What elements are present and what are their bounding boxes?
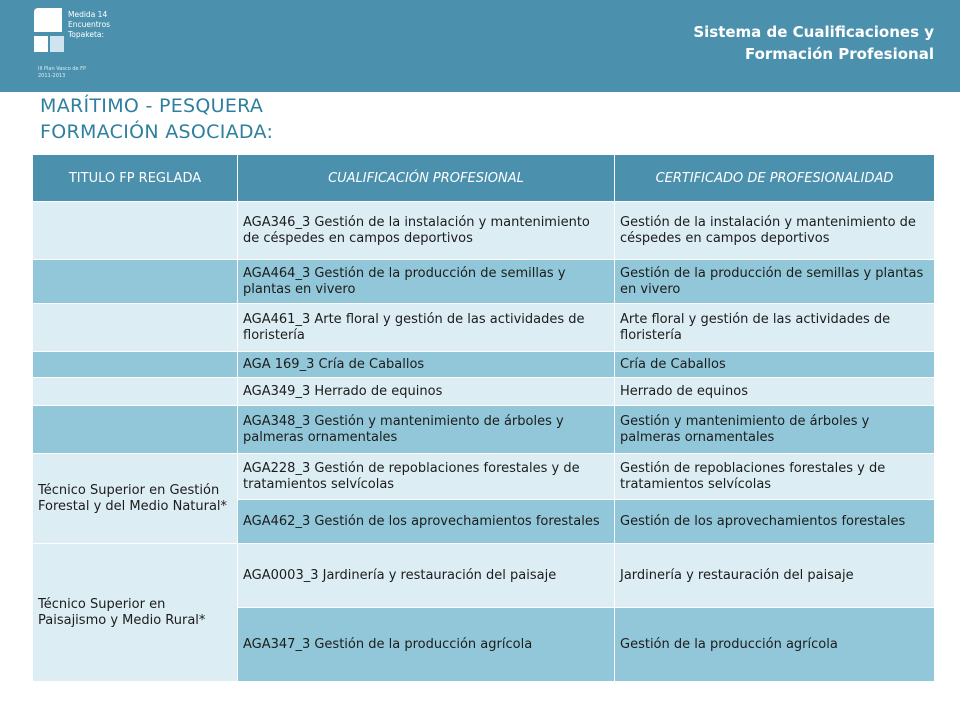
cell-titulo — [33, 202, 238, 260]
cell-certificado: Jardinería y restauración del paisaje — [615, 544, 935, 608]
logo-line: Topaketa: — [68, 30, 105, 39]
cell-cualificacion: AGA346_3 Gestión de la instalación y mantenimiento de céspedes en campos deportivos — [238, 202, 615, 260]
cell-cualificacion: AGA347_3 Gestión de la producción agrícola — [238, 608, 615, 682]
logo-text — [68, 10, 110, 40]
table-row — [33, 544, 935, 608]
logo-small-line: 2011-2013 — [38, 73, 66, 79]
cell-certificado: Gestión de la producción de semillas y plantas en vivero — [615, 260, 935, 304]
header-cualificacion: CUALIFICACIÓN PROFESIONAL — [238, 155, 615, 202]
table-row — [33, 406, 935, 454]
cell-cualificacion: AGA348_3 Gestión y mantenimiento de árboles y palmeras ornamentales — [238, 406, 615, 454]
cell-cualificacion: AGA461_3 Arte floral y gestión de las actividades de floristería — [238, 304, 615, 352]
cell-certificado: Cría de Caballos — [615, 352, 935, 378]
cell-titulo: Técnico Superior en Paisajismo y Medio Rural* — [33, 544, 238, 682]
system-title-line1: Sistema de Cualificaciones y — [693, 23, 934, 41]
cell-titulo — [33, 406, 238, 454]
cell-cualificacion: AGA349_3 Herrado de equinos — [238, 378, 615, 406]
table-row — [33, 260, 935, 304]
cell-cualificacion: AGA 169_3 Cría de Caballos — [238, 352, 615, 378]
logo-line: Encuentros — [68, 20, 111, 29]
table-row — [33, 352, 935, 378]
logo-line: Medida 14 — [68, 10, 108, 19]
cell-cualificacion: AGA464_3 Gestión de la producción de semillas y plantas en vivero — [238, 260, 615, 304]
table-header-row — [33, 155, 935, 202]
header-certificado: CERTIFICADO DE PROFESIONALIDAD — [615, 155, 935, 202]
training-table — [32, 154, 935, 682]
logo-icon — [34, 8, 64, 60]
table-row — [33, 202, 935, 260]
table-row — [33, 304, 935, 352]
cell-certificado: Gestión y mantenimiento de árboles y palmeras ornamentales — [615, 406, 935, 454]
cell-titulo — [33, 378, 238, 406]
cell-certificado: Gestión de los aprovechamientos forestales — [615, 500, 935, 544]
cell-titulo — [33, 304, 238, 352]
cell-cualificacion: AGA228_3 Gestión de repoblaciones forestales y de tratamientos selvícolas — [238, 454, 615, 500]
cell-certificado: Arte floral y gestión de las actividades de floristería — [615, 304, 935, 352]
cell-titulo — [33, 260, 238, 304]
cell-cualificacion: AGA462_3 Gestión de los aprovechamientos forestales — [238, 500, 615, 544]
header-titulo: TITULO FP REGLADA — [33, 155, 238, 202]
cell-titulo: Técnico Superior en Gestión Forestal y del Medio Natural* — [33, 454, 238, 544]
system-title-line2: Formación Profesional — [744, 45, 934, 63]
cell-certificado: Gestión de repoblaciones forestales y de tratamientos selvícolas — [615, 454, 935, 500]
cell-certificado: Herrado de equinos — [615, 378, 935, 406]
page-subtitle: FORMACIÓN ASOCIADA: — [40, 121, 274, 143]
cell-titulo — [33, 352, 238, 378]
cell-certificado: Gestión de la instalación y mantenimiento de céspedes en campos deportivos — [615, 202, 935, 260]
logo-small-line: III Plan Vasco de FP — [38, 66, 87, 72]
cell-cualificacion: AGA0003_3 Jardinería y restauración del paisaje — [238, 544, 615, 608]
system-title — [614, 21, 934, 65]
logo-small-text — [38, 66, 86, 80]
table-row — [33, 378, 935, 406]
table-row — [33, 454, 935, 500]
page-title: MARÍTIMO - PESQUERA — [40, 95, 264, 117]
cell-certificado: Gestión de la producción agrícola — [615, 608, 935, 682]
